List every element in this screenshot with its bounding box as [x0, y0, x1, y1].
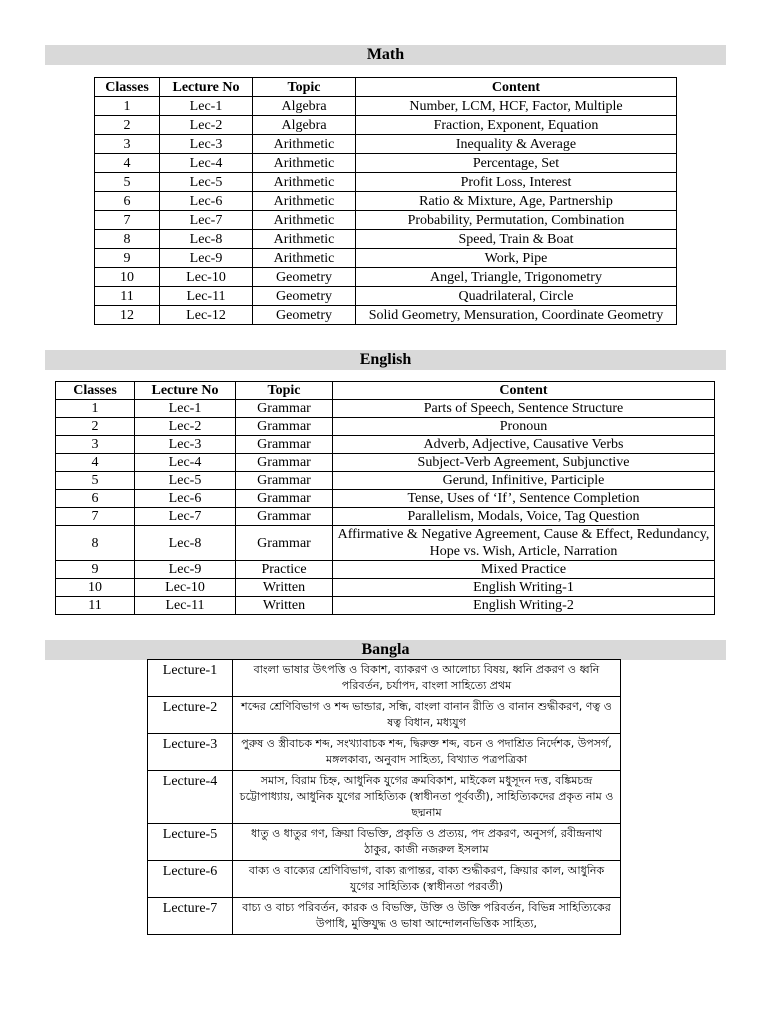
table-row — [56, 579, 715, 597]
lecture-content: সমাস, বিরাম চিহ্ন, আধুনিক যুগের ক্রমবিকাশ, মাইকেল মধুসূদন দত্ত, বঙ্কিমচন্দ্র চট্টোপাধ্যায়, আধুনিক যুগের সাহিত্যিক (স্বাধীনতা পূর্ববর্তী), সাহিত্যিকদের প্রকৃত নাম ও ছদ্মনাম — [233, 771, 621, 824]
column-header: Lecture No — [135, 382, 236, 400]
table-cell: 9 — [95, 249, 160, 268]
table-cell: Geometry — [253, 306, 356, 325]
lecture-label: Lecture-6 — [148, 861, 233, 898]
table-cell: Arithmetic — [253, 249, 356, 268]
table-cell: 2 — [95, 116, 160, 135]
table-cell: Arithmetic — [253, 173, 356, 192]
table-cell: Solid Geometry, Mensuration, Coordinate Geometry — [356, 306, 677, 325]
table-cell: 6 — [95, 192, 160, 211]
table-cell: Grammar — [236, 472, 333, 490]
table-row — [95, 135, 677, 154]
table-cell: Arithmetic — [253, 230, 356, 249]
table-cell: Lec-2 — [160, 116, 253, 135]
table-row — [148, 697, 621, 734]
table-row — [95, 116, 677, 135]
table-cell: Lec-6 — [135, 490, 236, 508]
table-row — [95, 287, 677, 306]
table-cell: Grammar — [236, 526, 333, 561]
table-row — [95, 268, 677, 287]
english-table-body — [56, 400, 715, 615]
table-cell: Lec-9 — [160, 249, 253, 268]
table-cell: Geometry — [253, 268, 356, 287]
column-header: Topic — [236, 382, 333, 400]
table-cell: Adverb, Adjective, Causative Verbs — [333, 436, 715, 454]
table-cell: English Writing-2 — [333, 597, 715, 615]
table-row — [56, 508, 715, 526]
table-cell: Lec-1 — [160, 97, 253, 116]
lecture-label: Lecture-1 — [148, 660, 233, 697]
table-cell: Quadrilateral, Circle — [356, 287, 677, 306]
table-cell: 5 — [95, 173, 160, 192]
table-cell: Grammar — [236, 454, 333, 472]
table-cell: Inequality & Average — [356, 135, 677, 154]
table-cell: Lec-3 — [135, 436, 236, 454]
table-cell: Practice — [236, 561, 333, 579]
table-cell: Lec-10 — [135, 579, 236, 597]
table-cell: Algebra — [253, 116, 356, 135]
column-header: Classes — [95, 78, 160, 97]
table-cell: Lec-7 — [160, 211, 253, 230]
lecture-content: বাংলা ভাষার উৎপত্তি ও বিকাশ, ব্যাকরণ ও আলোচ্য বিষয়, ধ্বনি প্রকরণ ও ধ্বনি পরিবর্তন, চর্যাপদ, বাংলা সাহিত্যে প্রথম — [233, 660, 621, 697]
column-header: Content — [333, 382, 715, 400]
table-row — [95, 173, 677, 192]
table-cell: Angel, Triangle, Trigonometry — [356, 268, 677, 287]
table-row — [56, 490, 715, 508]
table-cell: Written — [236, 597, 333, 615]
table-cell: 11 — [56, 597, 135, 615]
bangla-table — [147, 659, 621, 935]
table-cell: Fraction, Exponent, Equation — [356, 116, 677, 135]
table-cell: 9 — [56, 561, 135, 579]
table-row — [148, 734, 621, 771]
table-row — [95, 154, 677, 173]
table-cell: Arithmetic — [253, 135, 356, 154]
lecture-label: Lecture-2 — [148, 697, 233, 734]
table-row — [56, 561, 715, 579]
table-cell: 2 — [56, 418, 135, 436]
column-header: Lecture No — [160, 78, 253, 97]
table-row — [95, 249, 677, 268]
table-cell: Grammar — [236, 400, 333, 418]
english-table-header-row — [56, 382, 715, 400]
table-cell: Lec-5 — [135, 472, 236, 490]
table-cell: Lec-3 — [160, 135, 253, 154]
table-cell: Grammar — [236, 436, 333, 454]
table-cell: Written — [236, 579, 333, 597]
table-cell: Lec-10 — [160, 268, 253, 287]
table-cell: 3 — [56, 436, 135, 454]
table-cell: Mixed Practice — [333, 561, 715, 579]
table-row — [56, 454, 715, 472]
table-cell: 7 — [56, 508, 135, 526]
table-row — [148, 824, 621, 861]
table-row — [56, 400, 715, 418]
table-cell: Arithmetic — [253, 192, 356, 211]
table-cell: Grammar — [236, 418, 333, 436]
table-row — [56, 597, 715, 615]
table-cell: Parallelism, Modals, Voice, Tag Question — [333, 508, 715, 526]
table-cell: 7 — [95, 211, 160, 230]
table-cell: Grammar — [236, 508, 333, 526]
table-row — [148, 771, 621, 824]
table-cell: 8 — [95, 230, 160, 249]
table-cell: 4 — [56, 454, 135, 472]
math-table — [94, 77, 677, 325]
table-row — [148, 898, 621, 935]
table-cell: Ratio & Mixture, Age, Partnership — [356, 192, 677, 211]
table-cell: Lec-4 — [160, 154, 253, 173]
lecture-label: Lecture-7 — [148, 898, 233, 935]
table-cell: Lec-8 — [135, 526, 236, 561]
table-row — [95, 97, 677, 116]
table-cell: Probability, Permutation, Combination — [356, 211, 677, 230]
table-cell: Lec-11 — [160, 287, 253, 306]
table-cell: Subject-Verb Agreement, Subjunctive — [333, 454, 715, 472]
table-cell: Lec-8 — [160, 230, 253, 249]
table-cell: Lec-2 — [135, 418, 236, 436]
table-cell: Lec-5 — [160, 173, 253, 192]
table-cell: Algebra — [253, 97, 356, 116]
table-cell: 10 — [95, 268, 160, 287]
math-table-body — [95, 97, 677, 325]
table-cell: Lec-7 — [135, 508, 236, 526]
table-cell: Speed, Train & Boat — [356, 230, 677, 249]
math-table-header-row — [95, 78, 677, 97]
table-cell: Tense, Uses of ‘If’, Sentence Completion — [333, 490, 715, 508]
lecture-content: শব্দের শ্রেণিবিভাগ ও শব্দ ভান্ডার, সন্ধি, বাংলা বানান রীতি ও বানান শুদ্ধীকরণ, ণত্ব ও ষত্ব বিধান, মধ্যযুগ — [233, 697, 621, 734]
table-cell: Parts of Speech, Sentence Structure — [333, 400, 715, 418]
table-row — [56, 526, 715, 561]
lecture-content: পুরুষ ও স্ত্রীবাচক শব্দ, সংখ্যাবাচক শব্দ, দ্বিরুক্ত শব্দ, বচন ও পদাশ্রিত নির্দেশক, উপসর্গ, মঙ্গলকাব্য, অনুবাদ সাহিত্য, বিখ্যাত পত্রপত্রিকা — [233, 734, 621, 771]
table-cell: Number, LCM, HCF, Factor, Multiple — [356, 97, 677, 116]
lecture-label: Lecture-3 — [148, 734, 233, 771]
table-cell: 12 — [95, 306, 160, 325]
math-section-title: Math — [45, 45, 726, 65]
table-row — [56, 472, 715, 490]
column-header: Classes — [56, 382, 135, 400]
table-cell: Lec-6 — [160, 192, 253, 211]
table-cell: Geometry — [253, 287, 356, 306]
lecture-content: বাক্য ও বাক্যের শ্রেণিবিভাগ, বাক্য রূপান্তর, বাক্য শুদ্ধীকরণ, ক্রিয়ার কাল, আধুনিক যুগের সাহিত্যিক (স্বাধীনতা পরবর্তী) — [233, 861, 621, 898]
lecture-label: Lecture-5 — [148, 824, 233, 861]
table-cell: 10 — [56, 579, 135, 597]
table-cell: Profit Loss, Interest — [356, 173, 677, 192]
table-cell: Lec-12 — [160, 306, 253, 325]
table-row — [95, 211, 677, 230]
table-cell: Arithmetic — [253, 211, 356, 230]
table-cell: Lec-11 — [135, 597, 236, 615]
column-header: Topic — [253, 78, 356, 97]
table-cell: Lec-1 — [135, 400, 236, 418]
table-row — [56, 418, 715, 436]
english-table — [55, 381, 715, 615]
lecture-label: Lecture-4 — [148, 771, 233, 824]
table-cell: Grammar — [236, 490, 333, 508]
table-cell: 4 — [95, 154, 160, 173]
table-cell: Work, Pipe — [356, 249, 677, 268]
table-cell: Arithmetic — [253, 154, 356, 173]
lecture-content: ধাতু ও ধাতুর গণ, ক্রিয়া বিভক্তি, প্রকৃতি ও প্রত্যয়, পদ প্রকরণ, অনুসর্গ, রবীন্দ্রনাথ ঠাকুর, কাজী নজরুল ইসলাম — [233, 824, 621, 861]
table-row — [148, 861, 621, 898]
table-cell: Pronoun — [333, 418, 715, 436]
bangla-section-title: Bangla — [45, 640, 726, 660]
table-cell: Lec-4 — [135, 454, 236, 472]
table-cell: 3 — [95, 135, 160, 154]
table-cell: 1 — [95, 97, 160, 116]
table-row — [95, 192, 677, 211]
table-cell: 8 — [56, 526, 135, 561]
table-row — [56, 436, 715, 454]
table-cell: 11 — [95, 287, 160, 306]
lecture-content: বাচ্য ও বাচ্য পরিবর্তন, কারক ও বিভক্তি, উক্তি ও উক্তি পরিবর্তন, বিভিন্ন সাহিত্যিকের উপাধি, মুক্তিযুদ্ধ ও ভাষা আন্দোলনভিত্তিক সাহিত্য, — [233, 898, 621, 935]
table-row — [148, 660, 621, 697]
english-section-title: English — [45, 350, 726, 370]
table-cell: Percentage, Set — [356, 154, 677, 173]
table-cell: Affirmative & Negative Agreement, Cause & Effect, Redundancy, Hope vs. Wish, Article, Narration — [333, 526, 715, 561]
table-cell: Lec-9 — [135, 561, 236, 579]
table-cell: Gerund, Infinitive, Participle — [333, 472, 715, 490]
table-row — [95, 306, 677, 325]
table-cell: 6 — [56, 490, 135, 508]
bangla-table-body — [148, 660, 621, 935]
table-cell: English Writing-1 — [333, 579, 715, 597]
table-cell: 1 — [56, 400, 135, 418]
table-cell: 5 — [56, 472, 135, 490]
table-row — [95, 230, 677, 249]
column-header: Content — [356, 78, 677, 97]
